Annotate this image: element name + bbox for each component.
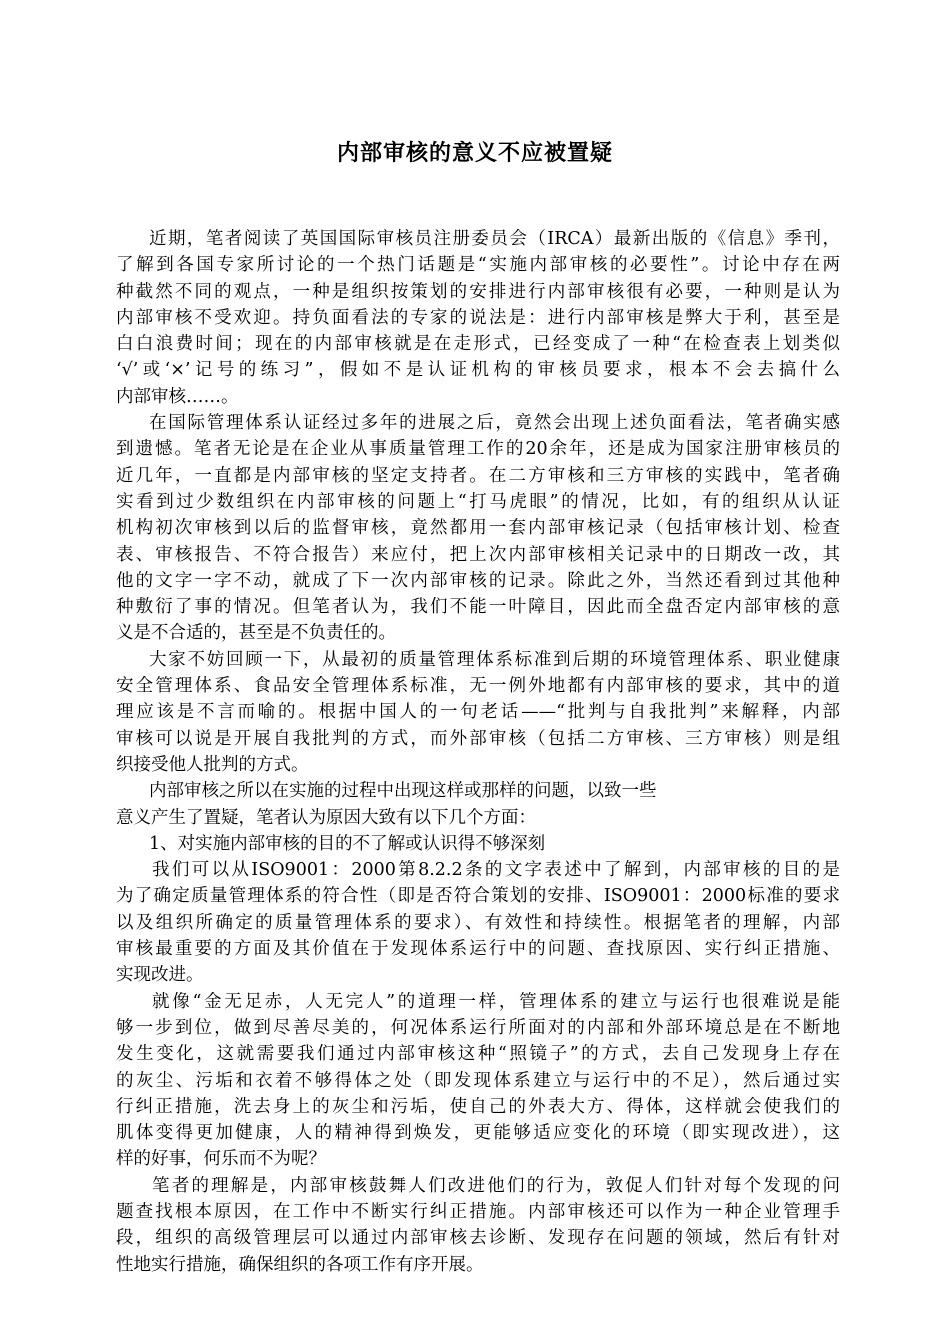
- text-line: 实看到过少数组织在内部审核的问题上“打马虎眼”的情况，比如，有的组织从认证: [116, 491, 840, 512]
- section-heading: 1、对实施内部审核的目的不了解或认识得不够深刻: [149, 833, 546, 854]
- text-line: 在国际管理体系认证经过多年的进展之后，竟然会出现上述负面看法，笔者确实感: [149, 413, 840, 434]
- text-line: 发生变化，这就需要我们通过内部审核这种“照镜子”的方式，去自己发现身上存在: [116, 1044, 840, 1065]
- text-line: 到遗憾。笔者无论是在企业从事质量管理工作的20余年，还是成为国家注册审核员的: [116, 439, 840, 460]
- text-line: 织接受他人批判的方式。: [116, 754, 309, 775]
- text-line: 理应该是不言而喻的。根据中国人的一句老话——“批判与自我批判”来解释，内部: [116, 702, 840, 723]
- text-line: 样的好事，何乐而不为呢？: [116, 1149, 326, 1170]
- text-line: 审核最重要的方面及其价值在于发现体系运行中的问题、查找原因、实行纠正措施、: [116, 939, 840, 960]
- text-line: 种截然不同的观点，一种是组织按策划的安排进行内部审核很有必要，一种则是认为: [116, 281, 840, 302]
- text-line: 内部审核……。: [116, 386, 239, 407]
- text-line: 够一步到位，做到尽善尽美的，何况体系运行所面对的内部和外部环境总是在不断地: [116, 1017, 840, 1038]
- text-line: 实现改进。: [116, 965, 204, 986]
- text-line: 了解到各国专家所讨论的一个热门话题是“实施内部审核的必要性”。讨论中存在两: [116, 255, 840, 276]
- text-line: 内部审核之所以在实施的过程中出现这样或那样的问题，以致一些: [149, 781, 657, 802]
- text-line: 为了确定质量管理体系的符合性（即是否符合策划的安排、ISO9001：2000标准的要求: [116, 886, 840, 907]
- text-line: 行纠正措施，洗去身上的灰尘和污垢，使自己的外表大方、得体，这样就会使我们的: [116, 1096, 840, 1117]
- text-line: 以及组织所确定的质量管理体系的要求）、有效性和持续性。根据笔者的理解，内部: [116, 912, 840, 933]
- text-line: 审核可以说是开展自我批判的方式，而外部审核（包括二方审核、三方审核）则是组: [116, 728, 840, 749]
- text-line: 白白浪费时间；现在的内部审核就是在走形式，已经变成了一种“在检查表上划类似: [116, 334, 840, 355]
- page-title: 内部审核的意义不应被置疑: [336, 140, 613, 166]
- text-line: 我们可以从ISO9001：2000第8.2.2条的文字表述中了解到，内部审核的目的是: [152, 860, 840, 881]
- text-line: 安全管理体系、食品安全管理体系标准，无一例外地都有内部审核的要求，其中的道: [116, 676, 840, 697]
- text-line: 近期，笔者阅读了英国国际审核员注册委员会（IRCA）最新出版的《信息》季刊，: [149, 229, 840, 249]
- text-line: 意义产生了置疑，笔者认为原因大致有以下几个方面：: [116, 807, 536, 828]
- text-line: 性地实行措施，确保组织的各项工作有序开展。: [116, 1254, 484, 1275]
- text-line: 笔者的理解是，内部审核鼓舞人们改进他们的行为，敦促人们针对每个发现的问: [152, 1175, 840, 1196]
- text-line: 近几年，一直都是内部审核的坚定支持者。在二方审核和三方审核的实践中，笔者确: [116, 465, 840, 486]
- text-line: 义是不合适的，甚至是不负责任的。: [116, 623, 396, 644]
- text-line: 就像“金无足赤，人无完人”的道理一样，管理体系的建立与运行也很难说是能: [152, 991, 840, 1012]
- text-line: 大家不妨回顾一下，从最初的质量管理体系标准到后期的环境管理体系、职业健康: [149, 649, 840, 670]
- text-line: 段，组织的高级管理层可以通过内部审核去诊断、发现存在问题的领域，然后有针对: [116, 1228, 840, 1249]
- text-line: 表、审核报告、不符合报告）来应付，把上次内部审核相关记录中的日期改一改，其: [116, 544, 840, 565]
- text-line: 内部审核不受欢迎。持负面看法的专家的说法是：进行内部审核是弊大于利，甚至是: [116, 307, 840, 328]
- text-line: 肌体变得更加健康，人的精神得到焕发，更能够适应变化的环境（即实现改进），这: [116, 1123, 840, 1144]
- document-body: [116, 226, 840, 1278]
- text-line: 的灰尘、污垢和衣着不够得体之处（即发现体系建立与运行中的不足），然后通过实: [116, 1070, 840, 1091]
- text-line: 机构初次审核到以后的监督审核，竟然都用一套内部审核记录（包括审核计划、检查: [116, 518, 840, 539]
- text-line: 他的文字一字不动，就成了下一次内部审核的记录。除此之外，当然还看到过其他种: [116, 570, 840, 591]
- text-line: 题查找根本原因，在工作中不断实行纠正措施。内部审核还可以作为一种企业管理手: [116, 1201, 840, 1222]
- text-line: 种敷衍了事的情况。但笔者认为，我们不能一叶障目，因此而全盘否定内部审核的意: [116, 597, 840, 618]
- text-line: ‘√’或‘×’记号的练习”，假如不是认证机构的审核员要求，根本不会去搞什么: [116, 360, 840, 381]
